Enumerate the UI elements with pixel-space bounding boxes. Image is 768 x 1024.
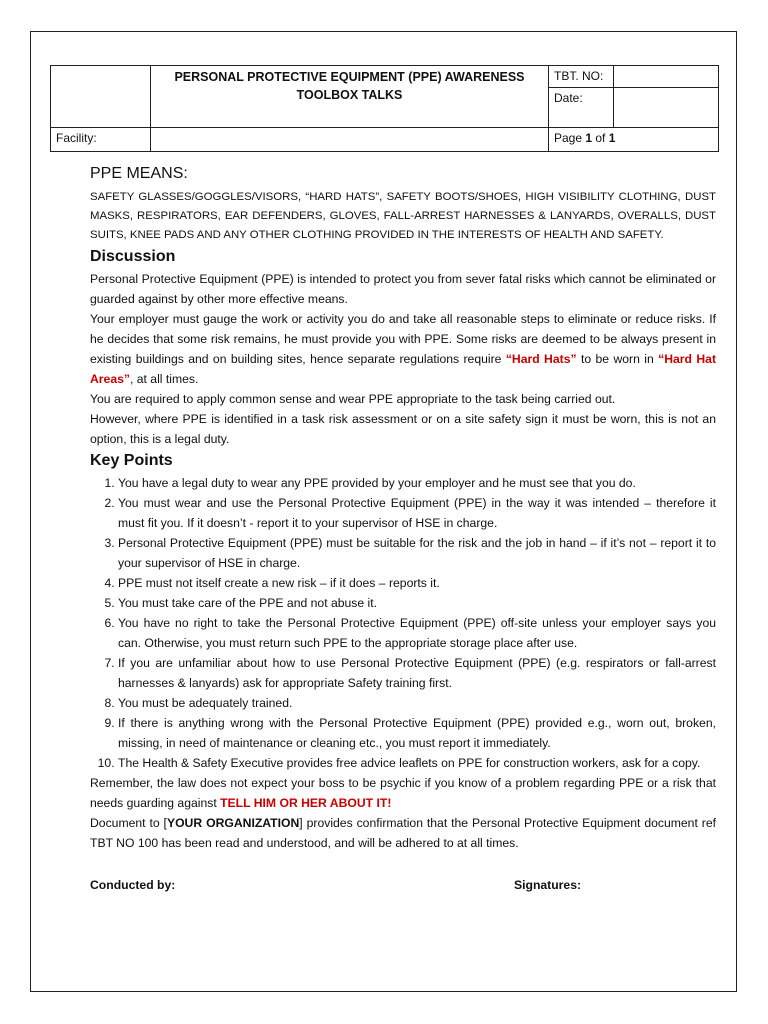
signoff-row xyxy=(90,875,716,895)
list-item: 10. The Health & Safety Executive provides free advice leaflets on PPE for construction workers, ask for a copy. xyxy=(118,753,716,773)
discussion-heading: Discussion xyxy=(90,248,176,265)
list-item: 3. Personal Protective Equipment (PPE) must be suitable for the risk and the job in hand – if it’s not – report it to your supervisor of HSE in charge. xyxy=(118,533,716,573)
ppe-means-list: SAFETY GLASSES/GOGGLES/VISORS, “HARD HATS”, SAFETY BOOTS/SHOES, HIGH VISIBILITY CLOTHING, DUST MASKS, RESPIRATORS, EAR DEFENDERS, GLOVES, FALL-ARREST HARNESSES & LANYARDS, OVERALLS, DUST SUITS, KNEE PADS AND ANY OTHER CLOTHING PROVIDED IN THE INTERESTS OF HEALTH AND SAFETY. xyxy=(90,191,716,241)
list-item: 5. You must take care of the PPE and not abuse it. xyxy=(118,593,716,613)
document-title xyxy=(151,66,549,128)
title-line-1: PERSONAL PROTECTIVE EQUIPMENT (PPE) AWARENESS xyxy=(174,70,525,84)
list-item: 4. PPE must not itself create a new risk – if it does – reports it. xyxy=(118,573,716,593)
discussion-paragraph-1: Personal Protective Equipment (PPE) is intended to protect you from sever fatal risks which cannot be eliminated or guarded against by other more effective means. xyxy=(90,272,716,306)
key-points-heading: Key Points xyxy=(90,452,173,469)
discussion-paragraph-3: You are required to apply common sense and wear PPE appropriate to the task being carried out. xyxy=(90,392,616,406)
conducted-by-label: Conducted by: xyxy=(90,878,176,892)
list-item: 8. You must be adequately trained. xyxy=(118,693,716,713)
title-line-2: TOOLBOX TALKS xyxy=(296,88,403,102)
discussion-paragraph-4: However, where PPE is identified in a task risk assessment or on a site safety sign it must be worn, this is not an option, this is a legal duty. xyxy=(90,412,716,446)
ppe-means-heading: PPE MEANS: xyxy=(90,165,188,182)
document-body xyxy=(90,163,716,895)
list-item: 7. If you are unfamiliar about how to use Personal Protective Equipment (PPE) (e.g. respirators or fall-arrest harnesses & lanyards) ask for appropriate Safety training first. xyxy=(118,653,716,693)
signatures-label: Signatures: xyxy=(514,878,582,892)
list-item: 2. You must wear and use the Personal Protective Equipment (PPE) in the way it was intended – therefore it must fit you. If it doesn’t - report it to your supervisor of HSE in charge. xyxy=(118,493,716,533)
list-item: 6. You have no right to take the Personal Protective Equipment (PPE) off-site unless your employer says you can. Otherwise, you must return such PPE to the appropriate storage place after use. xyxy=(118,613,716,653)
tbt-no-label: TBT. NO: xyxy=(549,66,614,88)
hard-hats-text: “Hard Hats” xyxy=(505,352,577,366)
list-item: 1. You have a legal duty to wear any PPE provided by your employer and he must see that you do. xyxy=(118,473,716,493)
confirmation-paragraph: Document to [YOUR ORGANIZATION] provides confirmation that the Personal Protective Equipment document ref TBT NO 100 has been read and understood, and will be adhered to at all times. xyxy=(90,816,716,850)
key-points-list xyxy=(90,473,716,773)
facility-label: Facility: xyxy=(51,127,151,151)
list-item: 9. If there is anything wrong with the Personal Protective Equipment (PPE) provided e.g., worn out, broken, missing, in need of maintenance or cleaning etc., you must report it immediately. xyxy=(118,713,716,753)
page-number: Page 1 of 1 xyxy=(549,127,719,151)
date-label: Date: xyxy=(549,88,614,127)
logo-cell xyxy=(51,66,151,128)
tbt-no-field[interactable] xyxy=(614,66,719,88)
facility-field[interactable] xyxy=(151,127,549,151)
organization-placeholder: YOUR ORGANIZATION xyxy=(166,816,300,830)
header-table xyxy=(50,65,719,152)
discussion-paragraph-2: Your employer must gauge the work or activity you do and take all reasonable steps to eliminate or reduce risks. If he decides that some risk remains, he must provide you with PPE. Some risks are deemed to be always present in existing buildings and on building sites, hence separate regulations require “Hard Hats” to be worn in “Hard Hat Areas”, at all times. xyxy=(90,312,717,386)
hard-hat-areas-text: “Hard Hat Areas” xyxy=(90,352,717,386)
remember-paragraph: Remember, the law does not expect your boss to be psychic if you know of a problem regarding PPE or a risk that needs guarding against TELL HIM OR HER ABOUT IT! xyxy=(90,776,716,810)
date-field[interactable] xyxy=(614,88,719,127)
tell-him-callout: TELL HIM OR HER ABOUT IT! xyxy=(220,796,392,810)
